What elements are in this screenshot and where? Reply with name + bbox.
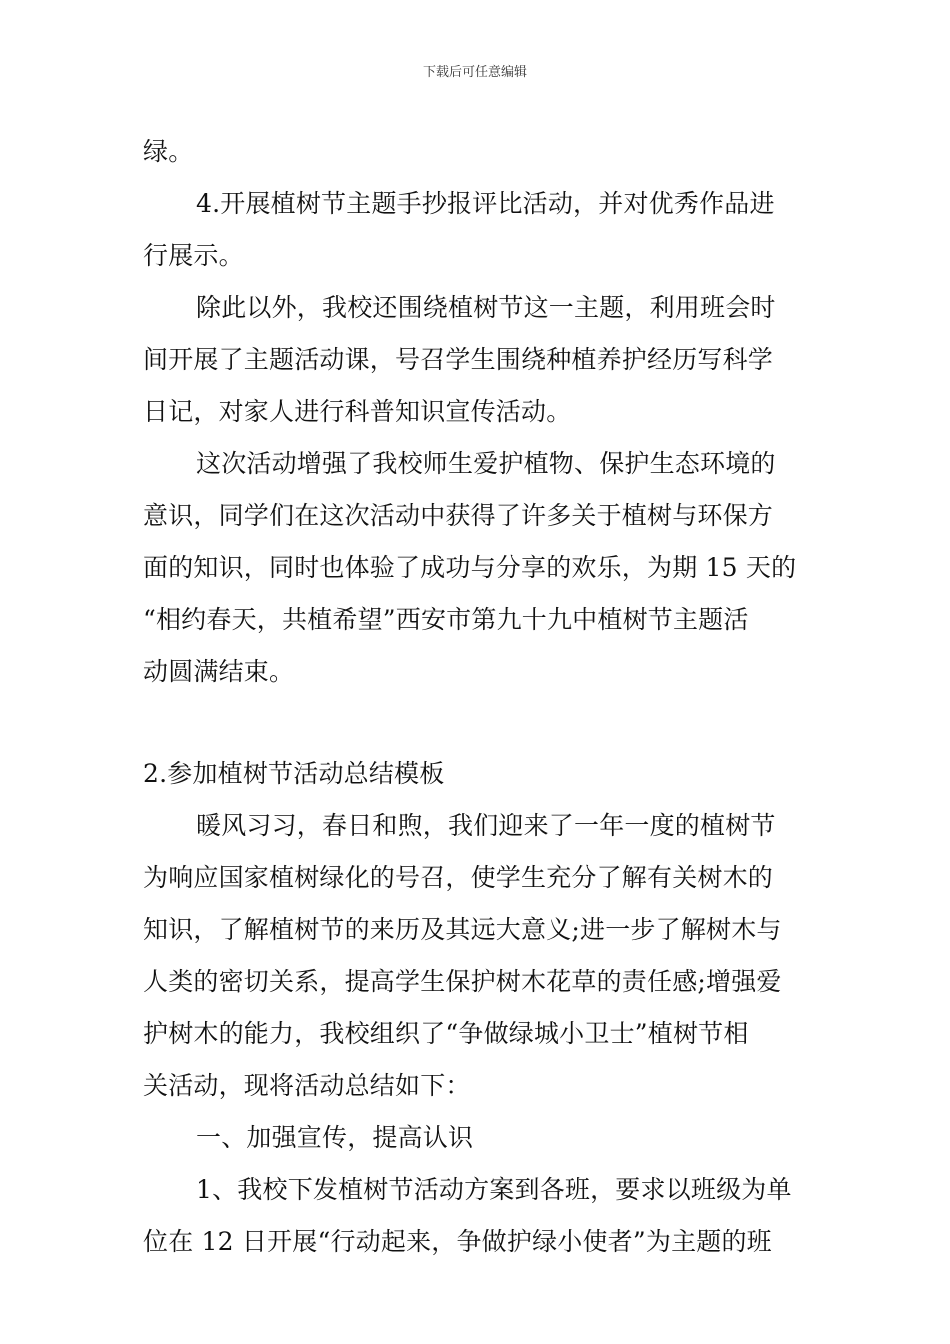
paragraph-line: 意识，同学们在这次活动中获得了许多关于植树与环保方	[143, 501, 774, 530]
paragraph-line: 暖风习习，春日和煦，我们迎来了一年一度的植树节	[196, 811, 776, 840]
document-body	[143, 126, 808, 1268]
paragraph-line: 绿。	[143, 137, 194, 166]
paragraph-line: 日记，对家人进行科普知识宣传活动。	[143, 397, 572, 426]
paragraph-line: 关活动，现将活动总结如下：	[143, 1071, 471, 1100]
list-item-1: 1、我校下发植树节活动方案到各班，要求以班级为单	[196, 1175, 792, 1204]
paragraph-line: “相约春天，共植希望”西安市第九十九中植树节主题活	[143, 605, 749, 634]
paragraph-line: 护树木的能力，我校组织了“争做绿城小卫士”植树节相	[143, 1019, 749, 1048]
paragraph-line: 除此以外，我校还围绕植树节这一主题，利用班会时	[196, 293, 776, 322]
paragraph-line: 面的知识，同时也体验了成功与分享的欢乐，为期 15 天的	[143, 553, 797, 582]
subsection-heading: 一、加强宣传，提高认识	[196, 1123, 474, 1152]
paragraph-line: 人类的密切关系，提高学生保护树木花草的责任感;增强爱	[143, 967, 782, 996]
paragraph-line: 知识，了解植树节的来历及其远大意义;进一步了解树木与	[143, 915, 782, 944]
section-heading: 2.参加植树节活动总结模板	[143, 759, 445, 788]
paragraph-line: 动圆满结束。	[143, 657, 295, 686]
paragraph-line: 这次活动增强了我校师生爱护植物、保护生态环境的	[196, 449, 776, 478]
paragraph-line: 为响应国家植树绿化的号召，使学生充分了解有关树木的	[143, 863, 774, 892]
paragraph-line: 行展示。	[143, 241, 244, 270]
section-gap	[143, 698, 808, 748]
paragraph-line: 间开展了主题活动课，号召学生围绕种植养护经历写科学	[143, 345, 774, 374]
list-item-4: 4.开展植树节主题手抄报评比活动，并对优秀作品进	[196, 189, 775, 218]
paragraph-line: 位在 12 日开展“行动起来，争做护绿小使者”为主题的班	[143, 1227, 772, 1256]
page-header: 下载后可任意编辑	[422, 65, 527, 80]
